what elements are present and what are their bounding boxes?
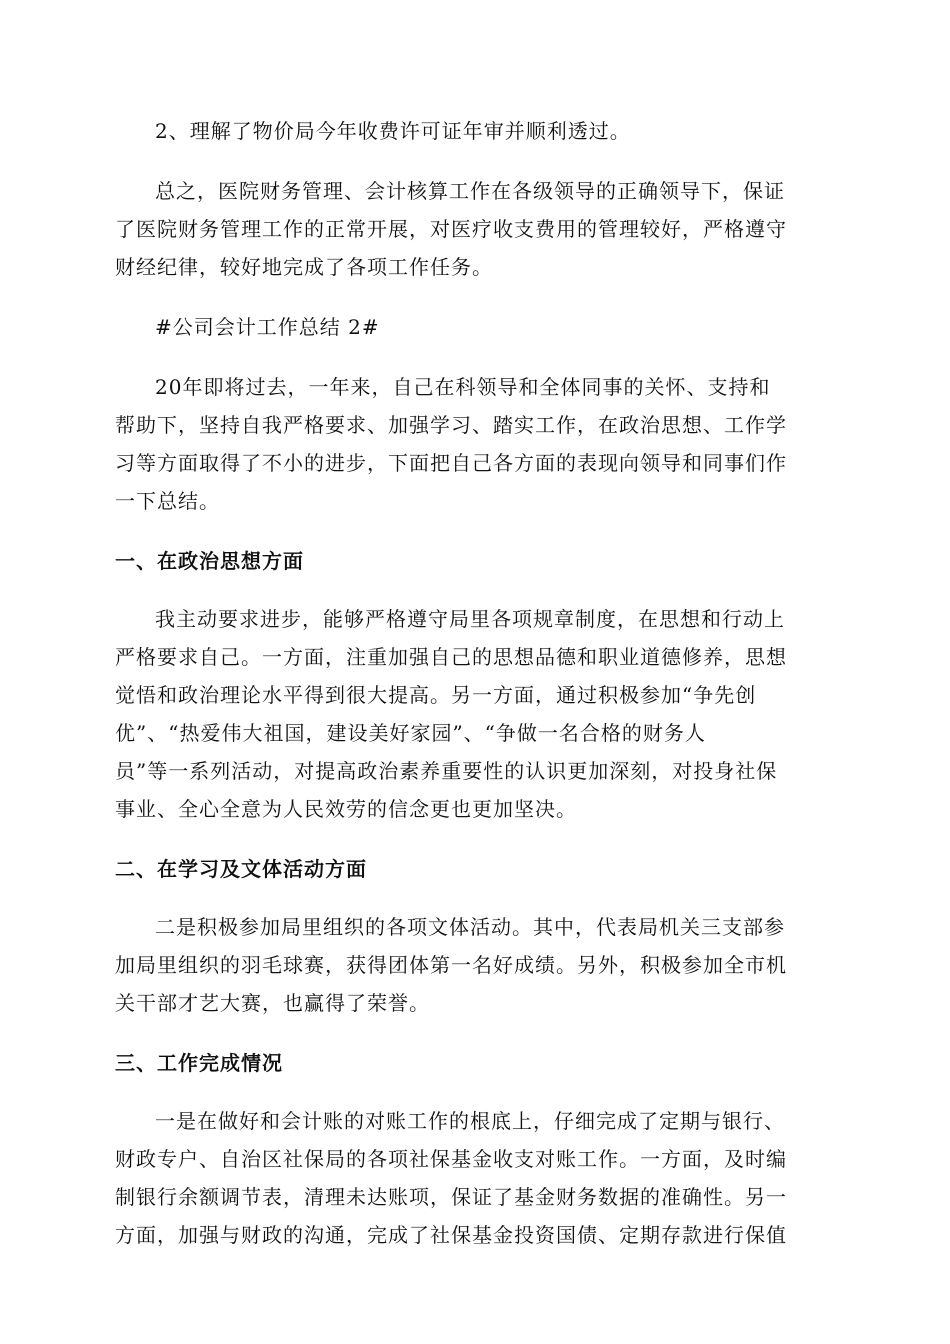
paragraph-line: 帮助下，坚持自我严格要求、加强学习、踏实工作，在政治思想、工作学 [115, 413, 787, 437]
paragraph-line: 2、理解了物价局今年收费许可证年审并顺利透过。 [155, 119, 631, 143]
paragraph-line: 方面，加强与财政的沟通，完成了社保基金投资国债、定期存款进行保值 [115, 1223, 787, 1247]
section-heading-work: 三、工作完成情况 [115, 1051, 283, 1075]
paragraph-work [115, 1102, 835, 1254]
paragraph-line: 制银行余额调节表，清理未达账项，保证了基金财务数据的准确性。另一 [115, 1185, 787, 1209]
paragraph-line: 二是积极参加局里组织的各项文体活动。其中，代表局机关三支部参 [155, 915, 785, 939]
paragraph-line: 20年即将过去，一年来，自己在科领导和全体同事的关怀、支持和 [155, 375, 771, 399]
paragraph-intro [115, 368, 835, 520]
paragraph-line: 事业、全心全意为人民效劳的信念更也更加坚决。 [115, 797, 577, 821]
paragraph-politics [115, 600, 835, 828]
paragraph-line: 了医院财务管理工作的正常开展，对医疗收支费用的管理较好，严格遵守 [115, 217, 787, 241]
document-body [115, 112, 835, 1254]
paragraph-line: 加局里组织的羽毛球赛，获得团体第一名好成绩。另外，积极参加全市机 [115, 953, 787, 977]
paragraph-study [115, 908, 835, 1022]
paragraph-line: 一下总结。 [115, 489, 220, 513]
paragraph-summary [115, 172, 835, 286]
paragraph-line: 关干部才艺大赛，也赢得了荣誉。 [115, 991, 430, 1015]
paragraph-line: 觉悟和政治理论水平得到很大提高。另一方面，通过积极参加“争先创 [115, 683, 757, 707]
paragraph-line: 优”、“热爱伟大祖国，建设美好家园”、“争做一名合格的财务人 [115, 721, 706, 745]
paragraph-line: 一是在做好和会计账的对账工作的根底上，仔细完成了定期与银行、 [155, 1109, 785, 1133]
paragraph-item-2 [115, 112, 835, 150]
paragraph-line: 习等方面取得了不小的进步，下面把自己各方面的表现向领导和同事们作 [115, 451, 787, 475]
paragraph-line: 员”等一系列活动，对提高政治素养重要性的认识更加深刻，对投身社保 [115, 759, 778, 783]
paragraph-line: 财政专户、自治区社保局的各项社保基金收支对账工作。一方面，及时编 [115, 1147, 787, 1171]
paragraph-line: #公司会计工作总结 2# [155, 315, 380, 339]
paragraph-line: 总之，医院财务管理、会计核算工作在各级领导的正确领导下，保证 [155, 179, 785, 203]
section-heading-politics: 一、在政治思想方面 [115, 549, 304, 573]
section-heading-study: 二、在学习及文体活动方面 [115, 857, 367, 881]
section-marker [115, 308, 835, 346]
paragraph-line: 财经纪律，较好地完成了各项工作任务。 [115, 255, 493, 279]
paragraph-line: 我主动要求进步，能够严格遵守局里各项规章制度，在思想和行动上 [155, 607, 785, 631]
paragraph-line: 严格要求自己。一方面，注重加强自己的思想品德和职业道德修养，思想 [115, 645, 787, 669]
